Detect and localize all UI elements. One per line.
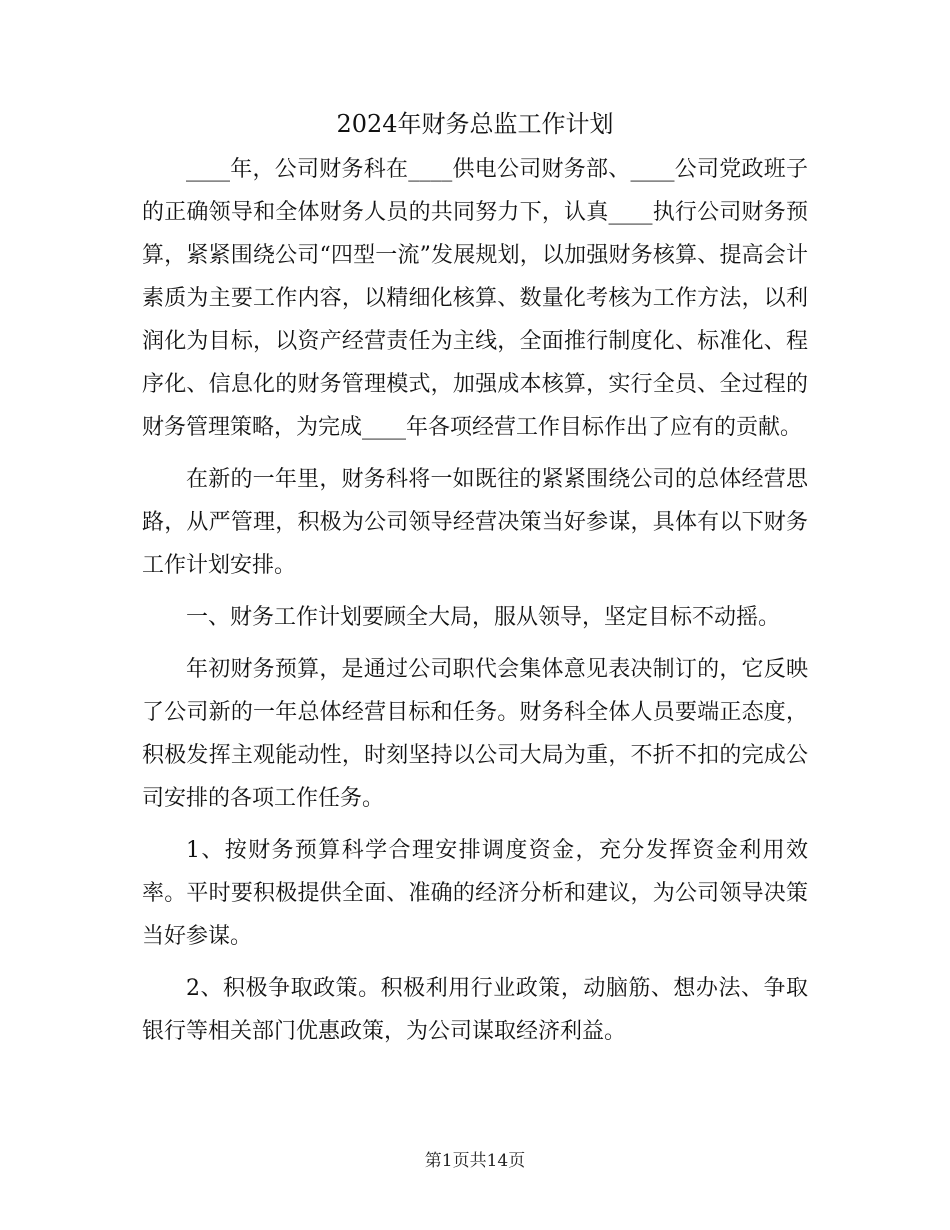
paragraph-new-year: 在新的一年里，财务科将一如既往的紧紧围绕公司的总体经营思路，从严管理，积极为公司领导经营决策当好参谋，具体有以下财务工作计划安排。 [142,467,808,578]
paragraph-section-one-heading: 一、财务工作计划要顾全大局，服从领导，坚定目标不动摇。 [186,605,781,630]
document-title: 2024年财务总监工作计划 [336,110,614,138]
paragraph-item-1: 1、按财务预算科学合理安排调度资金，充分发挥资金利用效率。平时要积极提供全面、准确的经济分析和建议，为公司领导决策当好参谋。 [142,838,808,949]
paragraph-item-2: 2、积极争取政策。积极利用行业政策，动脑筋、想办法、争取银行等相关部门优惠政策，为公司谋取经济利益。 [142,976,808,1044]
document-body [142,148,808,1053]
paragraph-intro: ____年，公司财务科在____供电公司财务部、____公司党政班子的正确领导和全体财务人员的共同努力下，认真____执行公司财务预算，紧紧围绕公司“四型一流”发展规划，以加强财务核算、提高会计素质为主要工作内容，以精细化核算、数量化考核为工作方法，以利润化为目标，以资产经营责任为主线，全面推行制度化、标准化、程序化、信息化的财务管理模式，加强成本核算，实行全员、全过程的财务管理策略，为完成____年各项经营工作目标作出了应有的贡献。 [142,157,808,440]
page-number-footer: 第1页共14页 [424,1151,526,1171]
paragraph-budget: 年初财务预算，是通过公司职代会集体意见表决制订的，它反映了公司新的一年总体经营目标和任务。财务科全体人员要端正态度，积极发挥主观能动性，时刻坚持以公司大局为重，不折不扣的完成公司安排的各项工作任务。 [142,657,808,811]
